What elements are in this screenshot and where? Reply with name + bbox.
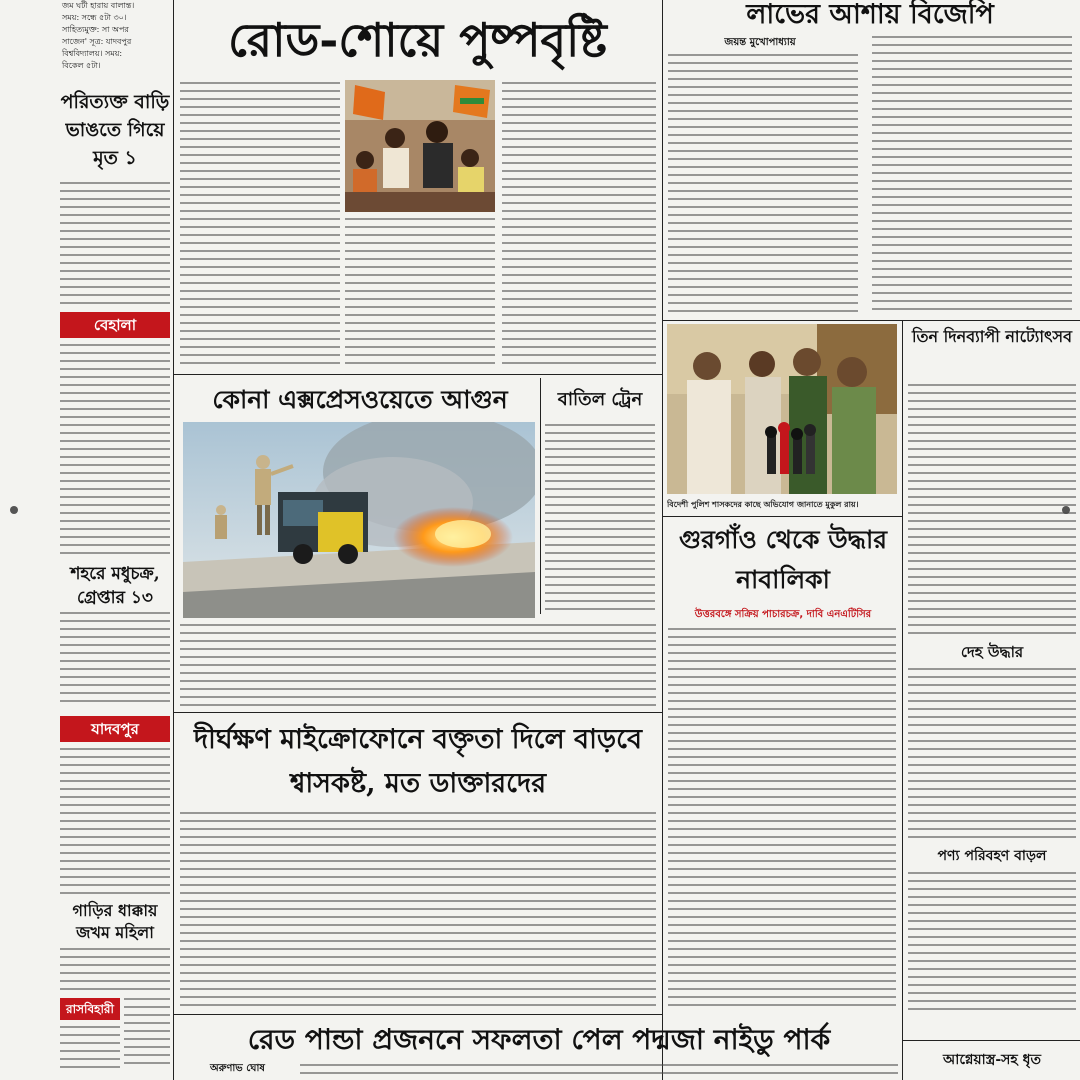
section-badge-rashbehari: রাসবিহারী xyxy=(60,998,120,1020)
headline-bjp: লাভের আশায় বিজেপি xyxy=(746,0,994,30)
section-badge-jadavpur: যাদবপুর xyxy=(60,716,170,742)
binding-dot xyxy=(10,506,18,514)
article-body xyxy=(60,748,170,894)
byline: জয়ন্ত মুখোপাধ্যায় xyxy=(724,37,796,48)
section-divider xyxy=(173,374,662,375)
article-body xyxy=(124,998,170,1068)
article-body xyxy=(668,628,896,1012)
article-body xyxy=(180,812,656,1008)
article-body xyxy=(60,344,170,554)
main-headline: রোড-শোয়ে পুষ্পবৃষ্টি xyxy=(228,13,607,67)
article-body xyxy=(60,1026,120,1074)
listing-line: সময়: সন্ধে ৫টা ৩০। xyxy=(62,13,127,22)
photo-caption: বিদেশী পুলিশ শাসকদের কাছে অভিযোগ জানাতে মুকুল রায়। xyxy=(667,500,859,509)
article-body xyxy=(668,54,858,316)
article-body xyxy=(502,82,656,368)
article-body xyxy=(60,182,170,306)
fire-photo xyxy=(183,422,535,618)
article-body xyxy=(60,948,170,992)
roadshow-photo xyxy=(345,80,495,212)
article-body xyxy=(545,424,655,614)
listing-line: সাজেন' সূত্র: যাদবপুর xyxy=(62,37,132,46)
column-divider xyxy=(173,0,174,1080)
section-divider xyxy=(173,1014,662,1015)
headline-body-recovered: দেহ উদ্ধার xyxy=(960,643,1024,661)
article-body xyxy=(908,384,1076,636)
column-divider xyxy=(540,378,541,614)
section-badge-behala: বেহালা xyxy=(60,312,170,338)
headline-red-panda: রেড পান্ডা প্রজননে সফলতা পেল পদ্মজা নাইডু পার্ক xyxy=(247,1023,831,1056)
section-divider xyxy=(662,320,1080,321)
headline-abandoned-house: পরিত্যক্ত বাড়ি ভাঙতে গিয়ে মৃত ১ xyxy=(60,91,170,169)
press-photo xyxy=(667,324,897,494)
byline: অরুণাভ ঘোষ xyxy=(210,1063,265,1074)
headline-cancelled-train: বাতিল ট্রেন xyxy=(557,389,643,410)
headline-gurgaon-rescue: গুরগাঁও থেকে উদ্ধার নাবালিকা xyxy=(678,525,888,594)
column-divider xyxy=(902,320,903,1080)
headline-theatre-festival: তিন দিনব্যাপী নাট্যোৎসব xyxy=(911,327,1073,346)
listing-line: সাহিত্যমুক্ত: সা অপর xyxy=(62,25,129,34)
headline-freight-increase: পণ্য পরিবহণ বাড়ল xyxy=(937,848,1047,864)
listing-line: জম ঘটী হারায় বালান্ত। xyxy=(62,1,135,10)
article-body xyxy=(345,218,495,368)
headline-kona-expressway-fire: কোনা এক্সপ্রেসওয়েতে আগুন xyxy=(212,385,508,414)
listing-line: বিকেল ৫টা। xyxy=(62,61,101,70)
listing-line: বিশ্ববিদ্যালয়। সময়: xyxy=(62,49,123,58)
subheadline: উত্তরবঙ্গে সক্রিয় পাচারচক্র, দাবি এনএটিসির xyxy=(694,609,872,620)
headline-microphone-speech: দীর্ঘক্ষণ মাইক্রোফোনে বক্তৃতা দিলে বাড়বে শ্বাসকষ্ট, মত ডাক্তারদের xyxy=(193,724,643,799)
article-body xyxy=(60,612,170,708)
article-body xyxy=(180,82,340,368)
article-body xyxy=(300,1064,898,1080)
event-listing xyxy=(62,0,166,78)
section-divider xyxy=(173,712,662,713)
section-divider xyxy=(662,516,902,517)
article-body xyxy=(908,872,1076,1012)
column-divider xyxy=(662,0,663,1080)
headline-firearm-arrest: আগ্নেয়াস্ত্র-সহ ধৃত xyxy=(943,1052,1041,1068)
article-body xyxy=(908,668,1076,838)
headline-car-accident: গাড়ির ধাক্কায় জখম মহিলা xyxy=(72,901,158,942)
article-body xyxy=(872,36,1072,316)
article-body xyxy=(180,624,656,706)
headline-honey-trap: শহরে মধুচক্র, গ্রেপ্তার ১৩ xyxy=(70,564,160,608)
section-divider xyxy=(902,1040,1080,1041)
